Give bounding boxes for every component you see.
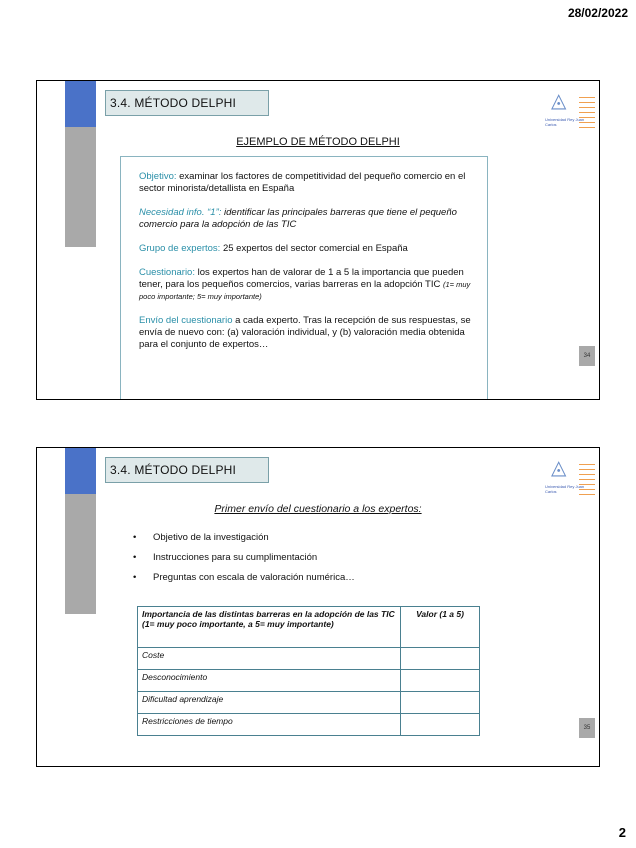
table-header-row xyxy=(138,607,480,648)
table-cell-valor xyxy=(401,692,480,714)
table-header-barreras: Importancia de las distintas barreras en la adopción de las TIC (1= muy poco importante, a 5= muy importante) xyxy=(138,607,401,648)
table-row xyxy=(138,670,480,692)
accent-bar-blue xyxy=(65,81,96,127)
table-cell-barrera: Desconocimiento xyxy=(138,670,401,692)
table-row xyxy=(138,648,480,670)
valuation-table xyxy=(137,606,480,736)
logo-text: Universidad Rey Juan Carlos xyxy=(545,117,585,127)
slide-page-badge: 35 xyxy=(579,718,595,738)
paragraph-cuestionario: Cuestionario: los expertos han de valorar de 1 a 5 la importancia que pueden tener, para los pequeños comercios, varias barreras en la adopción TIC (1= muy poco importante; 5= muy importante) xyxy=(139,267,471,301)
section-title: 3.4. MÉTODO DELPHI xyxy=(105,457,269,483)
table-header-valor: Valor (1 a 5) xyxy=(401,607,480,648)
university-logo xyxy=(545,91,595,139)
slide-35 xyxy=(36,447,600,767)
table-cell-valor xyxy=(401,670,480,692)
slide-heading: Primer envío del cuestionario a los expertos: xyxy=(214,503,422,515)
table-row xyxy=(138,692,480,714)
paragraph-grupo: Grupo de expertos: 25 expertos del sector comercial en España xyxy=(139,243,408,254)
table-row xyxy=(138,714,480,736)
list-item: • Preguntas con escala de valoración numérica… xyxy=(133,572,355,583)
logo-triangle-icon: ◬ xyxy=(551,457,567,479)
table-cell-barrera: Restricciones de tiempo xyxy=(138,714,401,736)
logo-text: Universidad Rey Juan Carlos xyxy=(545,484,585,494)
list-item: • Objetivo de la investigación xyxy=(133,532,355,543)
paragraph-envio: Envío del cuestionario a cada experto. Tras la recepción de sus respuestas, se envía de nuevo con: (a) valoración individual, y (b) valoración media obtenida para el conjunto de expertos… xyxy=(139,315,471,350)
accent-bar-blue xyxy=(65,448,96,494)
logo-triangle-icon: ◬ xyxy=(551,90,567,112)
document-page-number: 2 xyxy=(618,825,626,840)
bullet-list xyxy=(133,532,355,592)
paragraph-objetivo: Objetivo: examinar los factores de competitividad del pequeño comercio en el sector minorista/detallista en España xyxy=(139,171,466,194)
table-cell-barrera: Dificultad aprendizaje xyxy=(138,692,401,714)
table-cell-valor xyxy=(401,648,480,670)
table-cell-valor xyxy=(401,714,480,736)
print-date: 28/02/2022 xyxy=(567,6,628,20)
slide-page-badge: 34 xyxy=(579,346,595,366)
university-logo xyxy=(545,458,595,506)
paragraph-necesidad: Necesidad info. “1”: identificar las principales barreras que tiene el pequeño comercio para la adopción de las TIC xyxy=(139,207,457,230)
content-box xyxy=(120,156,488,400)
table-cell-barrera: Coste xyxy=(138,648,401,670)
section-title: 3.4. MÉTODO DELPHI xyxy=(105,90,269,116)
list-item: • Instrucciones para su cumplimentación xyxy=(133,552,355,563)
slide-heading: EJEMPLO DE MÉTODO DELPHI xyxy=(236,136,400,148)
slide-34 xyxy=(36,80,600,400)
